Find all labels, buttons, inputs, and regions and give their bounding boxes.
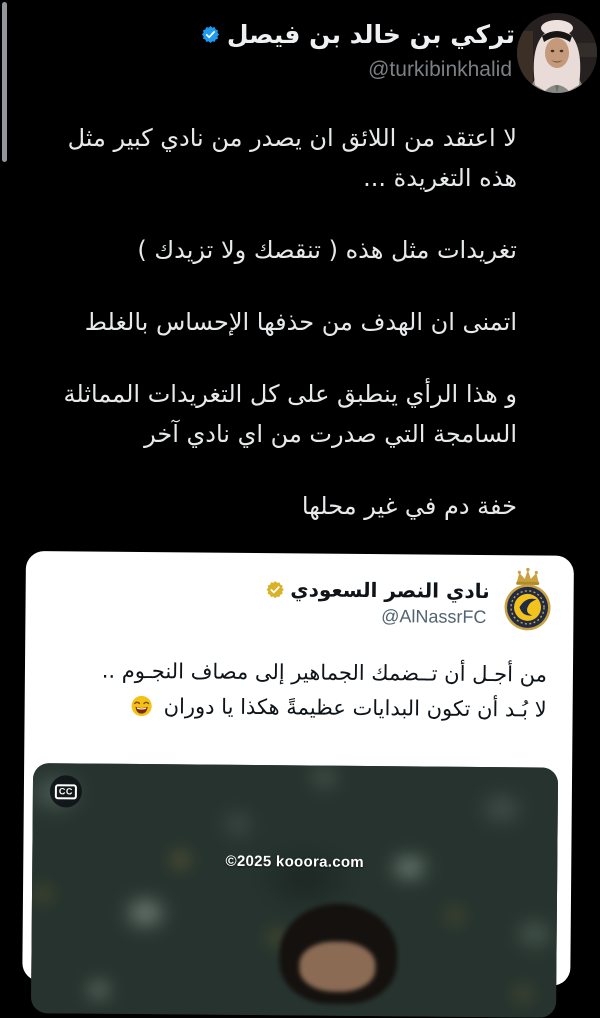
- tweet-paragraph: و هذا الرأي ينطبق على كل التغريدات المماثلة السامجة التي صدرت من اي نادي آخر: [63, 380, 517, 448]
- tweet-paragraph: لا اعتقد من اللائق ان يصدر من نادي كبير مثل هذه التغريدة ...: [67, 124, 517, 192]
- quoted-tweet-text: [44, 653, 547, 727]
- quoted-display-name: نادي النصر السعودي: [290, 577, 490, 604]
- quoted-tweet-card[interactable]: [22, 551, 574, 986]
- player-forehead: [299, 941, 375, 992]
- quoted-user-handle: @AlNassrFC: [381, 606, 487, 628]
- blue-verified-badge-icon: [201, 25, 220, 44]
- quoted-text-line: لا بُـد أن تكون البدايات عظيمةً هكذا يا دوران: [44, 688, 546, 727]
- tweet-paragraph: تغريدات مثل هذه ( تنقصك ولا تزيدك ): [137, 236, 517, 264]
- closed-captions-button[interactable]: [50, 775, 82, 807]
- laughing-emoji-icon: [131, 695, 153, 717]
- cc-icon: CC: [55, 784, 77, 799]
- user-handle: @turkibinkhalid: [368, 58, 512, 81]
- quoted-avatar[interactable]: [501, 567, 554, 631]
- watermark-text: ©2025 kooora.com: [225, 852, 365, 871]
- scrollbar-thumb[interactable]: [2, 2, 7, 162]
- tweet-paragraph: اتمنى ان الهدف من حذفها الإحساس بالغلط: [84, 308, 517, 336]
- al-nassr-crest-icon: [501, 567, 554, 631]
- quoted-text-line: من أجـل أن تــضمك الجماهير إلى مصاف النجـوم ..: [101, 658, 548, 687]
- quoted-display-name-row[interactable]: [265, 577, 490, 603]
- display-name-row[interactable]: [201, 20, 515, 49]
- tweet-paragraph: خفة دم في غير محلها: [301, 492, 517, 520]
- avatar[interactable]: [517, 13, 597, 93]
- tweet-text: [40, 118, 517, 558]
- man-in-ghutra-avatar-image: [517, 13, 597, 93]
- gold-verified-badge-icon: [265, 580, 284, 599]
- display-name: تركي بن خالد بن فيصل: [226, 20, 515, 49]
- video-attachment[interactable]: [31, 763, 558, 1018]
